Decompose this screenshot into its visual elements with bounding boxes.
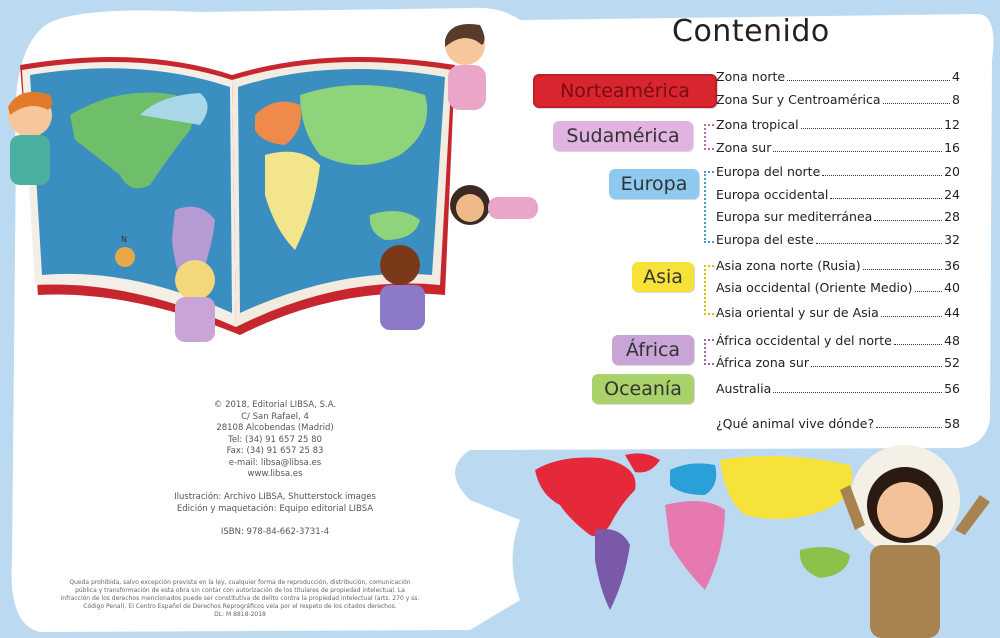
child-illustration-right xyxy=(440,175,550,245)
colophon-address: © 2018, Editorial LIBSA, S.A. C/ San Rafael, 4 28108 Alcobendas (Madrid) Tel: (34) 91 657 25 80 Fax: (34) 91 657 25 83 e-mail: libsa@libsa.es www.libsa.es xyxy=(213,400,337,479)
child-illustration-bottom-left xyxy=(160,255,230,355)
contents-title: Contenido xyxy=(672,14,830,49)
child-illustration-bottom-right xyxy=(365,240,445,350)
toc-entry[interactable]: Australia 56 xyxy=(716,381,960,396)
category-africa: África xyxy=(612,335,694,365)
toc-entry[interactable]: Zona Sur y Centroamérica 8 xyxy=(716,92,960,107)
toc-entry[interactable]: Zona tropical 12 xyxy=(716,117,960,132)
bracket-africa xyxy=(704,339,714,365)
toc-entry[interactable]: Asia oriental y sur de Asia 44 xyxy=(716,305,960,320)
toc-entry[interactable]: Zona sur 16 xyxy=(716,140,960,155)
category-sudamerica: Sudamérica xyxy=(553,121,693,151)
bracket-sudamerica xyxy=(704,124,714,150)
bracket-europa xyxy=(704,171,714,243)
bracket-asia xyxy=(704,265,714,315)
category-asia: Asia xyxy=(632,262,694,292)
toc-entry[interactable]: Europa occidental 24 xyxy=(716,187,960,202)
world-map-illustration xyxy=(530,450,870,620)
toc-entry[interactable]: África zona sur 52 xyxy=(716,355,960,370)
toc-entry[interactable]: Zona norte 4 xyxy=(716,69,960,84)
child-illustration-left xyxy=(0,85,60,215)
toc-entry[interactable]: Europa del norte 20 xyxy=(716,164,960,179)
legal-notice: Queda prohibida, salvo excepción prevista en la ley, cualquier forma de reproducción, distribución, comunicación pública y transformación de esta obra sin contar con autorización de los titulares de propiedad intelectual. La infracción de los derechos mencionados puede ser constitutiva de delito contra la propiedad intelectual (arts. 270 y ss. Código Penal). El Centro Español de Derechos Reprográficos vela por el respeto de los citados derechos. DL: M 8818-2018 xyxy=(60,579,420,618)
toc-entry[interactable]: Europa del este 32 xyxy=(716,232,960,247)
child-illustration-top xyxy=(430,15,500,135)
bracket-norteamerica xyxy=(704,76,714,104)
toc-entry[interactable]: Asia occidental (Oriente Medio) 40 xyxy=(716,280,960,295)
compass-north-label: N xyxy=(121,235,127,244)
child-illustration-inuit xyxy=(835,430,1000,638)
toc-entry[interactable]: Asia zona norte (Rusia) 36 xyxy=(716,258,960,273)
category-europa: Europa xyxy=(609,169,699,199)
toc-entry[interactable]: ¿Qué animal vive dónde? 58 xyxy=(716,416,960,431)
colophon-credits: Ilustración: Archivo LIBSA, Shutterstock images Edición y maquetación: Equipo editorial LIBSA xyxy=(174,492,376,514)
category-oceania: Oceanía xyxy=(592,374,694,404)
toc-entry[interactable]: África occidental y del norte 48 xyxy=(716,333,960,348)
toc-entry[interactable]: Europa sur mediterránea 28 xyxy=(716,209,960,224)
category-norteamerica: Norteamérica xyxy=(533,74,717,108)
colophon-isbn: ISBN: 978-84-662-3731-4 xyxy=(220,527,330,537)
